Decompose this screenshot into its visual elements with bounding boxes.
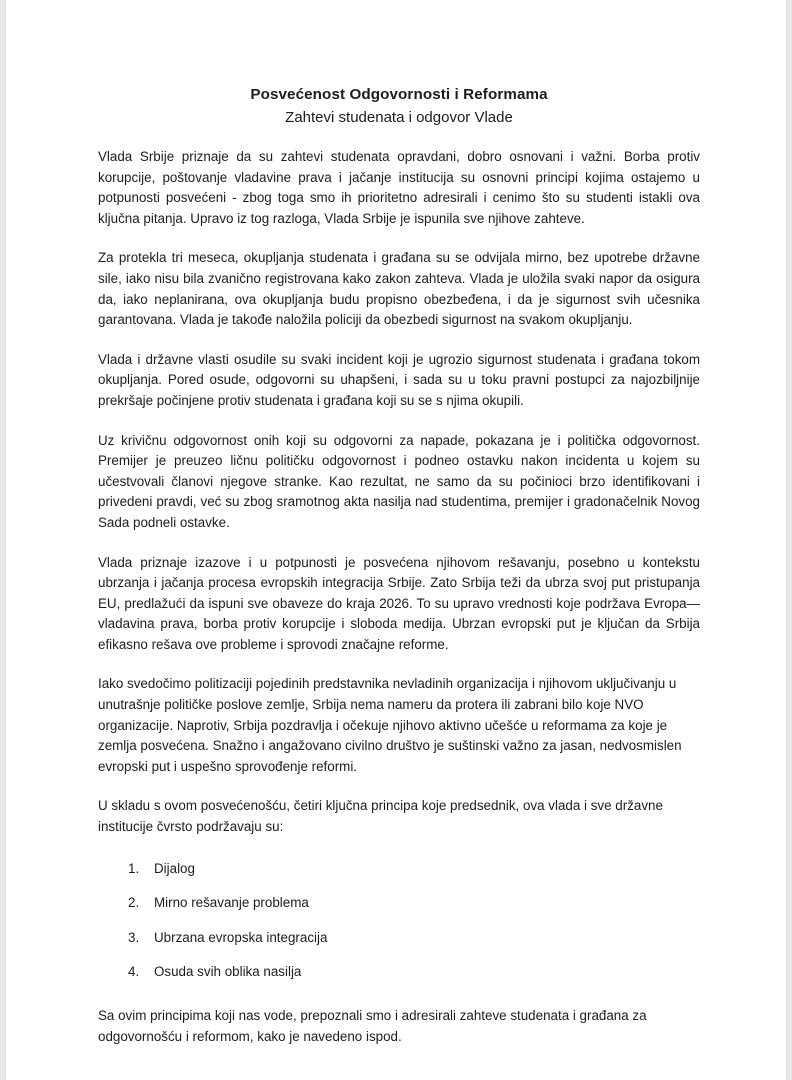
body-paragraph: Vlada Srbije priznaje da su zahtevi studenata opravdani, dobro osnovani i važni. Borba protiv korupcije, poštovanje vladavine prava i jačanje institucija su osnovni principi kojima ostajemo u potpunosti posvećeni - zbog toga smo ih prioritetno adresirali i cenimo što su studenti istakli ova ključna pitanja. Upravo iz tog razloga, Vlada Srbije je ispunila sve njihove zahteve. [98,149,700,226]
list-item: Osuda svih oblika nasilja [154,964,302,980]
document-heading [98,0,700,128]
principles-intro-paragraph: U skladu s ovom posvećenošću, četiri ključna principa koje predsednik, ova vlada i sve državne institucije čvrsto podržavaju su: [98,798,663,835]
body-paragraph: Vlada priznaje izazove i u potpunosti je posvećena njihovom rešavanju, posebno u kontekstu ubrzanja i jačanja procesa evropskih integracija Srbije. Zato Srbija teži da ubrza svoj put pristupanja EU, predlažući da ispuni sve obaveze do kraja 2026. To su upravo vrednosti koje podržava Evropa—vladavina prava, borba protiv korupcije i sloboda medija. Ubrzan evropski put je ključan da Srbija efikasno rešava ove probleme i sprovodi značajne reforme. [98,554,700,652]
list-item: Dijalog [154,860,195,876]
document-page [6,0,786,1080]
body-paragraph: Za protekla tri meseca, okupljanja studenata i građana su se odvijala mirno, bez upotrebe državne sile, iako nisu bila zvanično registrovana kako zakon zahteva. Vlada je uložila svaki napor da osigura da, iako neplanirana, ova okupljanja budu propisno obezbeđena, i da je sigurnost svih učesnika garantovana. Vlada je takođe naložila policiji da obezbedi sigurnost na svakom okupljanju. [98,250,700,328]
page-subtitle: Zahtevi studenata i odgovor Vlade [285,109,513,126]
page-title: Posvećenost Odgovornosti i Reformama [250,86,548,103]
body-paragraph: Iako svedočimo politizaciji pojedinih predstavnika nevladinih organizacija i njihovom uključivanju u unutrašnje političke poslove zemlje, Srbija nema nameru da protera ili zabrani bilo koje NVO organizacije. Naprotiv, Srbija pozdravlja i očekuje njihovo aktivno učešće u reformama za koje je zemlja posvećena. Snažno i angažovano civilno društvo je suštinski važno za jasan, nedvosmislen evropski put i uspešno sprovođenje reformi. [98,676,682,774]
body-paragraph: Vlada i državne vlasti osudile su svaki incident koji je ugrozio sigurnost studenata i građana tokom okupljanja. Pored osude, odgovorni su uhapšeni, i sada su u toku pravni postupci za najozbiljnije prekršaje počinjene protiv studenata i građana koji su se s njima okupili. [98,351,700,408]
list-item: Ubrzana evropska integracija [154,929,328,945]
principles-list [98,838,700,990]
closing-paragraph: Sa ovim principima koji nas vode, prepoznali smo i adresirali zahteve studenata i građana za odgovornošću i reformom, kako je navedeno ispod. [98,1008,647,1044]
list-item: Mirno rešavanje problema [154,895,309,911]
body-paragraph: Uz krivičnu odgovornost onih koji su odgovorni za napade, pokazana je i politička odgovornost. Premijer je preuzeo ličnu političku odgovornost i podneo ostavku nakon incidenta u kojem su učestvovali članovi njegove stranke. Kao rezultat, ne samo da su počinioci brzo identifikovani i privedeni pravdi, već su zbog sramotnog akta nasilja nad studentima, premijer i gradonačelnik Novog Sada podneli ostavke. [98,432,700,530]
document-content [98,0,700,1047]
